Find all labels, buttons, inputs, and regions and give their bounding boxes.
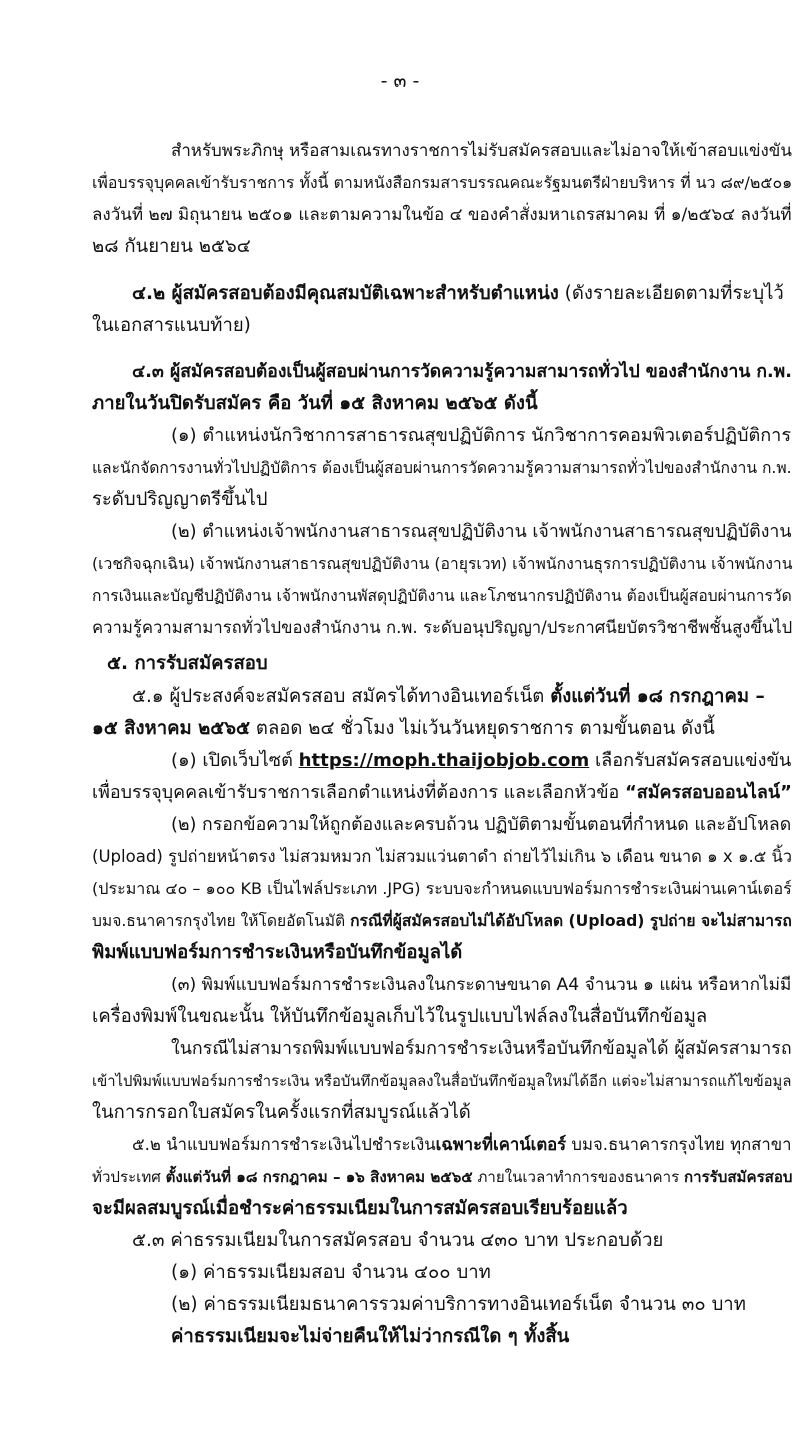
step-2-line-5: พิมพ์แบบฟอร์มการชำระเงินหรือบันทึกข้อมูลได้ [92, 942, 463, 963]
step-1-text-c: เพื่อบรรจุบุคคลเข้ารับราชการเลือกตำแหน่งที่ต้องการ และเลือกหัวข้อ [92, 782, 626, 803]
step-1-text-a: (๑) เปิดเว็บไซต์ [171, 750, 299, 771]
section-4-2-rest: (ดังรายละเอียดตามที่ระบุไว้ [558, 283, 784, 304]
section-5-1-date-start: ตั้งแต่วันที่ ๑๘ กรกฎาคม – [550, 686, 765, 707]
page-number: - ๓ - [380, 70, 420, 92]
section-5-2-line-2 [92, 1162, 793, 1192]
section-4-3-line-1: ๔.๓ ผู้สมัครสอบต้องเป็นผู้สอบผ่านการวัดความรู้ความสามารถทั่วไป ของสำนักงาน ก.พ. [132, 362, 792, 382]
section-4-3-line-2: ภายในวันปิดรับสมัคร คือ วันที่ ๑๕ สิงหาคม ๒๕๖๕ ดังนี้ [92, 393, 538, 414]
step-1-line-2 [92, 778, 792, 808]
step-1-line-1 [171, 746, 791, 776]
step-1-text-b: เลือกรับสมัครสอบแข่งขัน [589, 750, 792, 771]
step-2-line-3: (ประมาณ ๔๐ – ๑๐๐ KB เป็นไฟล์ประเภท .JPG) ระบบจะกำหนดแบบฟอร์มการชำระเงินผ่านเคาน์เตอร์ [92, 879, 792, 898]
section-5-1-text-a: ๕.๑ ผู้ประสงค์จะสมัครสอบ สมัครได้ทางอินเทอร์เน็ต [132, 686, 551, 707]
step-2-text-a: บมจ.ธนาคารกรุงไทย ให้โดยอัตโนมัติ [92, 912, 351, 930]
step-2-warning: กรณีที่ผู้สมัครสอบไม่ได้อัปโหลด (Upload) รูปถ่าย จะไม่สามารถ [350, 912, 792, 930]
section-4-3-item-1-line-1: (๑) ตำแหน่งนักวิชาการสาธารณสุขปฏิบัติการ นักวิชาการคอมพิวเตอร์ปฏิบัติการ [171, 425, 792, 446]
section-5-1-line-1 [132, 682, 765, 712]
fee-item-1: (๑) ค่าธรรมเนียมสอบ จำนวน ๔๐๐ บาท [171, 1262, 491, 1283]
section-5-heading: ๕. การรับสมัครสอบ [107, 653, 268, 674]
section-4-3-item-1-line-3: ระดับปริญญาตรีขึ้นไป [92, 489, 268, 510]
fee-item-2: (๒) ค่าธรรมเนียมธนาคารรวมค่าบริการทางอินเทอร์เน็ต จำนวน ๓๐ บาท [171, 1294, 746, 1315]
fee-non-refundable-note: ค่าธรรมเนียมจะไม่จ่ายคืนให้ไม่ว่ากรณีใด ๆ ทั้งสิ้น [171, 1326, 570, 1347]
section-5-1-line-2 [92, 714, 715, 744]
note-line-3: ในการกรอกใบสมัครในครั้งแรกที่สมบูรณ์แล้วได้ [92, 1102, 471, 1123]
section-5-2-text-c: บมจ.ธนาคารกรุงไทย ทุกสาขา [566, 1135, 792, 1154]
section-5-2-text-e: ภายในเวลาทำการของธนาคาร [472, 1168, 684, 1186]
note-line-2: เข้าไปพิมพ์แบบฟอร์มการชำระเงิน หรือบันทึกข้อมูลลงในสื่อบันทึกข้อมูลใหม่ได้อีก แต่จะไม่สามารถแก้ไขข้อมูล [92, 1072, 792, 1090]
section-5-1-text-b: ตลอด ๒๔ ชั่วโมง ไม่เว้นวันหยุดราชการ ตามขั้นตอน ดังนี้ [250, 718, 715, 739]
section-5-3-line-1: ๕.๓ ค่าธรรมเนียมในการสมัครสอบ จำนวน ๔๓๐ บาท ประกอบด้วย [132, 1230, 664, 1251]
section-5-2-text-d: ทั่วประเทศ [92, 1168, 166, 1186]
step-2-line-1: (๒) กรอกข้อความให้ถูกต้องและครบถ้วน ปฏิบัติตามขั้นตอนที่กำหนด และอัปโหลด [171, 815, 792, 835]
section-5-2-complete-a: การรับสมัครสอบ [683, 1168, 793, 1186]
section-4-3-item-1-line-2: และนักจัดการงานทั่วไปปฏิบัติการ ต้องเป็นผู้สอบผ่านการวัดความรู้ความสามารถทั่วไปของสำนักงาน ก.พ. [92, 459, 792, 477]
section-4-3-item-2-line-2: (เวชกิจฉุกเฉิน) เจ้าพนักงานสาธารณสุขปฏิบัติงาน (อายุรเวท) เจ้าพนักงานธุรการปฏิบัติงาน เจ้าพนักงาน [92, 554, 793, 573]
section-5-2-counter-only: เฉพาะที่เคาน์เตอร์ [435, 1135, 567, 1154]
section-5-2-line-3: จะมีผลสมบูรณ์เมื่อชำระค่าธรรมเนียมในการสมัครสอบเรียบร้อยแล้ว [92, 1198, 628, 1219]
para-monk-line-1: สำหรับพระภิกษุ หรือสามเณรทางราชการไม่รับสมัครสอบและไม่อาจให้เข้าสอบแข่งขัน [171, 140, 792, 160]
section-5-1-date-end: ๑๕ สิงหาคม ๒๕๖๕ [92, 718, 251, 739]
note-line-1: ในกรณีไม่สามารถพิมพ์แบบฟอร์มการชำระเงินหรือบันทึกข้อมูลได้ ผู้สมัครสามารถ [171, 1038, 792, 1059]
para-monk-line-2: เพื่อบรรจุบุคคลเข้ารับราชการ ทั้งนี้ ตามหนังสือกรมสารบรรณคณะรัฐมนตรีฝ่ายบริหาร ที่ นว ๘๙/๒๕๐๑ [92, 173, 793, 192]
online-apply-label: “สมัครสอบออนไลน์” [625, 782, 792, 803]
step-3-line-1: (๓) พิมพ์แบบฟอร์มการชำระเงินลงในกระดาษขนาด A4 จำนวน ๑ แผ่น หรือหากไม่มี [171, 975, 792, 995]
section-4-3-item-2-line-1: (๒) ตำแหน่งเจ้าพนักงานสาธารณสุขปฏิบัติงาน เจ้าพนักงานสาธารณสุขปฏิบัติงาน [171, 522, 792, 542]
website-link[interactable]: https://moph.thaijobjob.com [298, 750, 590, 771]
section-4-2-heading: ๔.๒ ผู้สมัครสอบต้องมีคุณสมบัติเฉพาะสำหรับตำแหน่ง [132, 283, 559, 304]
section-5-2-payment-dates: ตั้งแต่วันที่ ๑๘ กรกฎาคม – ๑๖ สิงหาคม ๒๕๖๕ [165, 1168, 473, 1186]
para-monk-line-4: ๒๘ กันยายน ๒๕๖๔ [92, 236, 251, 257]
section-5-2-line-1 [132, 1130, 791, 1160]
step-2-line-4 [92, 906, 792, 936]
section-5-2-text-a: ๕.๒ นำแบบฟอร์มการชำระเงินไปชำระเงิน [132, 1135, 436, 1154]
section-4-2-line-2: ในเอกสารแนบท้าย) [92, 315, 251, 336]
step-2-line-2: (Upload) รูปถ่ายหน้าตรง ไม่สวมหมวก ไม่สวมแว่นตาดำ ถ่ายไว้ไม่เกิน ๖ เดือน ขนาด ๑ x ๑.๕ นิ้ว [92, 847, 793, 866]
section-4-3-item-2-line-3: การเงินและบัญชีปฏิบัติงาน เจ้าพนักงานพัสดุปฏิบัติงาน และโภชนากรปฏิบัติงาน ต้องเป็นผู้สอบผ่านการวัด [92, 587, 792, 605]
section-4-3-item-2-line-4: ความรู้ความสามารถทั่วไปของสำนักงาน ก.พ. ระดับอนุปริญญา/ประกาศนียบัตรวิชาชีพชั้นสูงขึ้นไป [92, 618, 793, 637]
section-4-2-line-1 [132, 279, 784, 309]
step-3-line-2: เครื่องพิมพ์ในขณะนั้น ให้บันทึกข้อมูลเก็บไว้ในรูปแบบไฟล์ลงในสื่อบันทึกข้อมูล [92, 1006, 708, 1027]
para-monk-line-3: ลงวันที่ ๒๗ มิถุนายน ๒๕๐๑ และตามความในข้อ ๔ ของคำสั่งมหาเถรสมาคม ที่ ๑/๒๕๖๔ ลงวันที่ [92, 205, 792, 225]
